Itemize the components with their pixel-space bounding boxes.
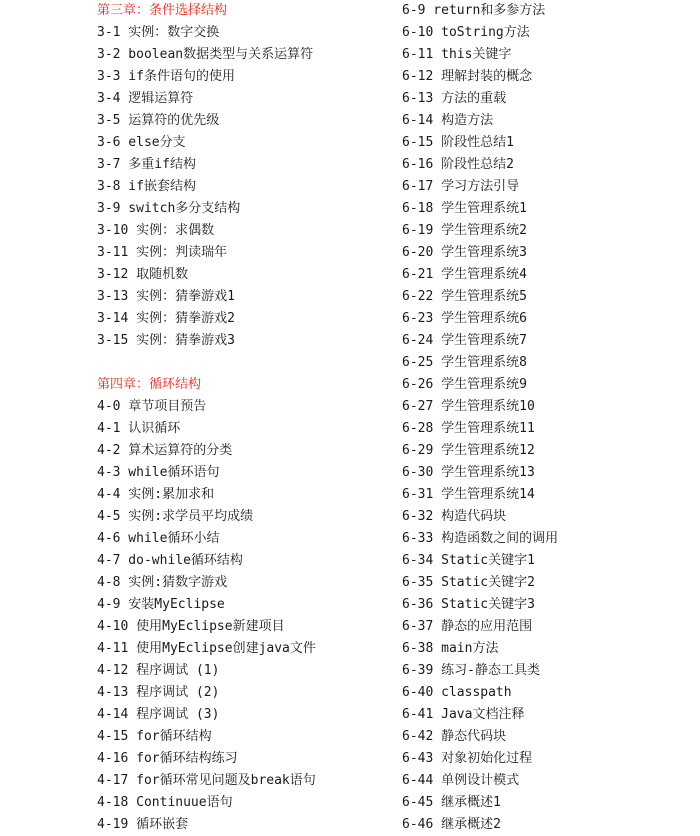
lesson-item[interactable]: 6-46 继承概述2 <box>402 817 501 832</box>
section-spacer <box>97 352 387 374</box>
lesson-item[interactable]: 3-5 运算符的优先级 <box>97 113 220 128</box>
chapter-3-title: 第三章：条件选择结构 <box>97 3 228 18</box>
lesson-item[interactable]: 4-5 实例:求学员平均成绩 <box>97 509 254 524</box>
lesson-item[interactable]: 3-12 取随机数 <box>97 267 189 282</box>
lesson-item[interactable]: 3-15 实例：猜拳游戏3 <box>97 333 235 348</box>
lesson-item[interactable]: 6-9 return和多参方法 <box>402 3 546 18</box>
lesson-item[interactable]: 6-25 学生管理系统8 <box>402 355 527 370</box>
lesson-item[interactable]: 4-16 for循环结构练习 <box>97 751 238 766</box>
lesson-item[interactable]: 6-37 静态的应用范围 <box>402 619 533 634</box>
lesson-item[interactable]: 6-17 学习方法引导 <box>402 179 520 194</box>
lesson-item[interactable]: 6-32 构造代码块 <box>402 509 507 524</box>
lesson-item[interactable]: 6-21 学生管理系统4 <box>402 267 527 282</box>
lesson-item[interactable]: 6-34 Static关键字1 <box>402 553 535 568</box>
lesson-item[interactable]: 6-20 学生管理系统3 <box>402 245 527 260</box>
lesson-item[interactable]: 6-33 构造函数之间的调用 <box>402 531 559 546</box>
lesson-item[interactable]: 6-10 toString方法 <box>402 25 530 40</box>
lesson-item[interactable]: 6-42 静态代码块 <box>402 729 507 744</box>
lesson-item[interactable]: 3-9 switch多分支结构 <box>97 201 241 216</box>
lesson-item[interactable]: 4-10 使用MyEclipse新建项目 <box>97 619 285 634</box>
lesson-item[interactable]: 4-9 安装MyEclipse <box>97 597 225 612</box>
lesson-item[interactable]: 6-43 对象初始化过程 <box>402 751 533 766</box>
lesson-item[interactable]: 6-45 继承概述1 <box>402 795 501 810</box>
lesson-item[interactable]: 6-38 main方法 <box>402 641 499 656</box>
lesson-item[interactable]: 4-18 Continuue语句 <box>97 795 233 810</box>
lesson-item[interactable]: 6-11 this关键字 <box>402 47 512 62</box>
lesson-item[interactable]: 3-13 实例：猜拳游戏1 <box>97 289 235 304</box>
lesson-item[interactable]: 3-4 逻辑运算符 <box>97 91 194 106</box>
chapter-4-title: 第四章：循环结构 <box>97 377 202 392</box>
lesson-item[interactable]: 6-36 Static关键字3 <box>402 597 535 612</box>
lesson-item[interactable]: 4-15 for循环结构 <box>97 729 212 744</box>
lesson-item[interactable]: 3-14 实例：猜拳游戏2 <box>97 311 235 326</box>
lesson-item[interactable]: 6-15 阶段性总结1 <box>402 135 514 150</box>
lesson-item[interactable]: 4-8 实例:猜数字游戏 <box>97 575 228 590</box>
lesson-item[interactable]: 4-11 使用MyEclipse创建java文件 <box>97 641 316 656</box>
lesson-item[interactable]: 6-16 阶段性总结2 <box>402 157 514 172</box>
lesson-item[interactable]: 3-10 实例：求偶数 <box>97 223 215 238</box>
lesson-item[interactable]: 3-2 boolean数据类型与关系运算符 <box>97 47 314 62</box>
lesson-item[interactable]: 4-19 循环嵌套 <box>97 817 189 832</box>
lesson-item[interactable]: 4-14 程序调试 (3) <box>97 707 220 722</box>
lesson-item[interactable]: 6-30 学生管理系统13 <box>402 465 535 480</box>
lesson-item[interactable]: 6-35 Static关键字2 <box>402 575 535 590</box>
lesson-item[interactable]: 6-27 学生管理系统10 <box>402 399 535 414</box>
lesson-item[interactable]: 4-13 程序调试 (2) <box>97 685 220 700</box>
lesson-item[interactable]: 4-4 实例:累加求和 <box>97 487 215 502</box>
lesson-item[interactable]: 3-8 if嵌套结构 <box>97 179 196 194</box>
right-column <box>402 0 692 836</box>
lesson-item[interactable]: 6-26 学生管理系统9 <box>402 377 527 392</box>
lesson-item[interactable]: 6-13 方法的重载 <box>402 91 507 106</box>
lesson-item[interactable]: 4-6 while循环小结 <box>97 531 220 546</box>
lesson-item[interactable]: 6-18 学生管理系统1 <box>402 201 527 216</box>
lesson-item[interactable]: 3-1 实例：数字交换 <box>97 25 220 40</box>
lesson-item[interactable]: 4-0 章节项目预告 <box>97 399 207 414</box>
lesson-item[interactable]: 4-17 for循环常见问题及break语句 <box>97 773 316 788</box>
left-column <box>97 0 387 836</box>
lesson-item[interactable]: 3-3 if条件语句的使用 <box>97 69 235 84</box>
lesson-item[interactable]: 4-3 while循环语句 <box>97 465 220 480</box>
lesson-item[interactable]: 6-28 学生管理系统11 <box>402 421 535 436</box>
lesson-item[interactable]: 6-14 构造方法 <box>402 113 494 128</box>
lesson-item[interactable]: 4-12 程序调试 (1) <box>97 663 220 678</box>
lesson-item[interactable]: 4-1 认识循环 <box>97 421 181 436</box>
lesson-item[interactable]: 3-6 else分支 <box>97 135 186 150</box>
lesson-item[interactable]: 6-22 学生管理系统5 <box>402 289 527 304</box>
lesson-item[interactable]: 4-2 算术运算符的分类 <box>97 443 233 458</box>
lesson-item[interactable]: 6-29 学生管理系统12 <box>402 443 535 458</box>
lesson-item[interactable]: 6-12 理解封装的概念 <box>402 69 533 84</box>
lesson-item[interactable]: 6-40 classpath <box>402 685 512 700</box>
lesson-item[interactable]: 6-31 学生管理系统14 <box>402 487 535 502</box>
lesson-item[interactable]: 3-11 实例：判读瑞年 <box>97 245 228 260</box>
lesson-item[interactable]: 6-19 学生管理系统2 <box>402 223 527 238</box>
lesson-item[interactable]: 6-23 学生管理系统6 <box>402 311 527 326</box>
lesson-item[interactable]: 4-7 do-while循环结构 <box>97 553 243 568</box>
lesson-item[interactable]: 6-39 练习-静态工具类 <box>402 663 540 678</box>
lesson-item[interactable]: 3-7 多重if结构 <box>97 157 196 172</box>
lesson-item[interactable]: 6-41 Java文档注释 <box>402 707 525 722</box>
lesson-item[interactable]: 6-44 单例设计模式 <box>402 773 520 788</box>
lesson-item[interactable]: 6-24 学生管理系统7 <box>402 333 527 348</box>
